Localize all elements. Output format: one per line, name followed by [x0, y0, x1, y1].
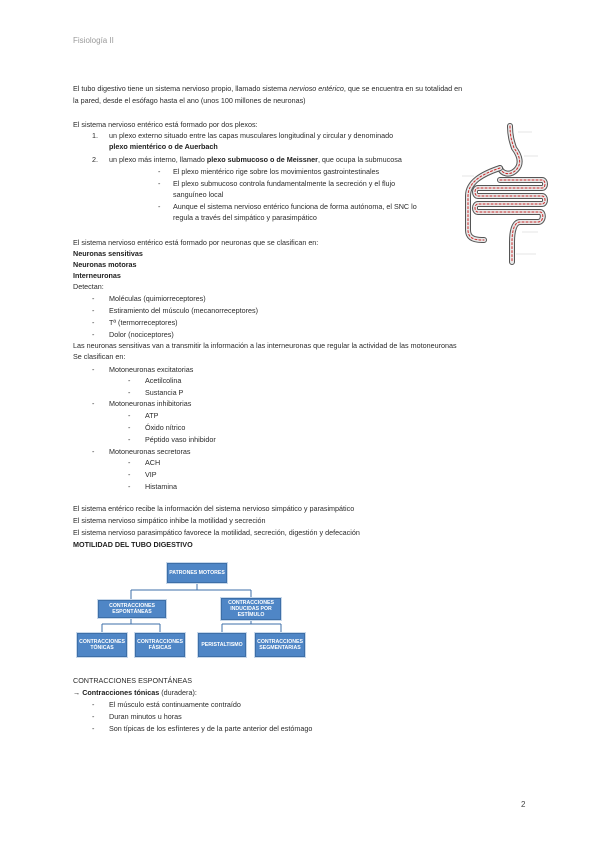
plexo-sub-3-line-2: regula a través del simpático y parasimpático — [173, 213, 317, 222]
plexo-sub-2-line-2: sanguíneo local — [173, 190, 224, 199]
list-bullet: - — [128, 388, 131, 397]
diagram-tonicas-box: CONTRACCIONES TÓNICAS — [76, 632, 128, 658]
plexo-sub-1: El plexo mientérico rige sobre los movimientos gastrointestinales — [173, 167, 380, 176]
motoneurona-group: Motoneuronas excitatorias — [109, 365, 194, 374]
plexo-sub-bullet: - — [158, 167, 161, 176]
plexo-sub-bullet: - — [158, 179, 161, 188]
diagram-inducidas-box: CONTRACCIONES INDUCIDAS POR ESTÍMULO — [220, 597, 282, 621]
motoneurona-item: ATP — [145, 411, 159, 420]
plexo-item-1-line-1: un plexo externo situado entre las capas musculares longitudinal y circular y denominado — [109, 131, 394, 140]
list-bullet: - — [92, 399, 95, 408]
tonicas-item: Duran minutos u horas — [109, 712, 182, 721]
detecta-item: Moléculas (quimiorreceptores) — [109, 294, 206, 303]
list-bullet: - — [92, 294, 95, 303]
list-bullet: - — [92, 330, 95, 339]
detecta-item: Tª (termorreceptores) — [109, 318, 178, 327]
list-bullet: - — [92, 318, 95, 327]
plexo-sub-2-line-1: El plexo submucoso controla fundamentalmente la secreción y el flujo — [173, 179, 396, 188]
list-bullet: - — [128, 423, 131, 432]
list-bullet: - — [128, 376, 131, 385]
neurona-type-sensitivas: Neuronas sensitivas — [73, 249, 143, 258]
tonicas-line: → Contracciones tónicas (duradera): — [73, 688, 197, 697]
list-bullet: - — [92, 724, 95, 733]
list-bullet: - — [92, 700, 95, 709]
diagram-segmentarias-box: CONTRACCIONES SEGMENTARIAS — [254, 632, 306, 658]
espontaneas-heading: CONTRACCIONES ESPONTÁNEAS — [73, 676, 193, 685]
tonicas-item: El músculo está continuamente contraído — [109, 700, 241, 709]
neurona-type-motoras: Neuronas motoras — [73, 260, 137, 269]
motilidad-title: MOTILIDAD DEL TUBO DIGESTIVO — [73, 540, 193, 549]
plexo-item-1-line-2: plexo mientérico o de Auerbach — [109, 142, 218, 151]
diagram-fasicas-box: CONTRACCIONES FÁSICAS — [134, 632, 186, 658]
diagram-peristaltismo-box: PERISTALTISMO — [197, 632, 247, 658]
intro-line-2: la pared, desde el esófago hasta el ano (unos 100 millones de neuronas) — [73, 96, 306, 105]
clasifican-label: Se clasifican en: — [73, 352, 126, 361]
summary-line: El sistema entérico recibe la información del sistema nervioso simpático y parasimpático — [73, 504, 355, 513]
summary-line: El sistema nervioso simpático inhibe la motilidad y secreción — [73, 516, 266, 525]
list-bullet: - — [128, 458, 131, 467]
page-header: Fisiología II — [73, 36, 114, 45]
motoneurona-item: Sustancia P — [145, 388, 184, 397]
intro-line-1: El tubo digestivo tiene un sistema nervioso propio, llamado sistema nervioso entérico, que se encuentra en su totalidad en — [73, 84, 463, 93]
detectan-label: Detectan: — [73, 282, 104, 291]
motoneurona-item: Óxido nítrico — [145, 423, 186, 432]
page-number: 2 — [521, 800, 526, 809]
motoneurona-group: Motoneuronas inhibitorias — [109, 399, 192, 408]
plexos-heading: El sistema nervioso entérico está formado por dos plexos: — [73, 120, 258, 129]
arrow-right-icon: → — [73, 688, 81, 697]
neurona-type-interneuronas: Interneuronas — [73, 271, 121, 280]
motoneurona-item: ACH — [145, 458, 161, 467]
summary-line: El sistema nervioso parasimpático favorece la motilidad, secreción, digestión y defecación — [73, 528, 360, 537]
detecta-item: Dolor (nociceptores) — [109, 330, 174, 339]
list-bullet: - — [128, 411, 131, 420]
list-bullet: - — [92, 447, 95, 456]
motoneurona-item: Péptido vaso inhibidor — [145, 435, 216, 444]
neuronas-heading: El sistema nervioso entérico está formado por neuronas que se clasifican en: — [73, 238, 319, 247]
list-bullet: - — [128, 482, 131, 491]
tonicas-item: Son típicas de los esfínteres y de la parte anterior del estómago — [109, 724, 313, 733]
plexo-item-2-line: un plexo más interno, llamado plexo submucoso o de Meissner, que ocupa la submucosa — [109, 155, 402, 164]
detecta-item: Estiramiento del músculo (mecanorreceptores) — [109, 306, 259, 315]
list-bullet: - — [128, 470, 131, 479]
motoneurona-item: VIP — [145, 470, 157, 479]
list-bullet: - — [92, 712, 95, 721]
list-bullet: - — [92, 365, 95, 374]
diagram-espontaneas-box: CONTRACCIONES ESPONTÁNEAS — [97, 599, 167, 619]
plexo-sub-bullet: - — [158, 202, 161, 211]
plexo-item-2-number: 2. — [92, 155, 98, 164]
plexo-sub-3-line-1: Aunque el sistema nervioso entérico funciona de forma autónoma, el SNC lo — [173, 202, 417, 211]
motoneurona-group: Motoneuronas secretoras — [109, 447, 191, 456]
diagram-root-box: PATRONES MOTORES — [166, 562, 228, 584]
digestive-tract-illustration — [460, 122, 552, 268]
plexo-item-1-number: 1. — [92, 131, 98, 140]
list-bullet: - — [128, 435, 131, 444]
list-bullet: - — [92, 306, 95, 315]
motoneurona-item: Histamina — [145, 482, 177, 491]
transmit-line: Las neuronas sensitivas van a transmitir la información a las interneuronas que regular la actividad de las motoneuronas — [73, 341, 457, 350]
motoneurona-item: Acetilcolina — [145, 376, 182, 385]
